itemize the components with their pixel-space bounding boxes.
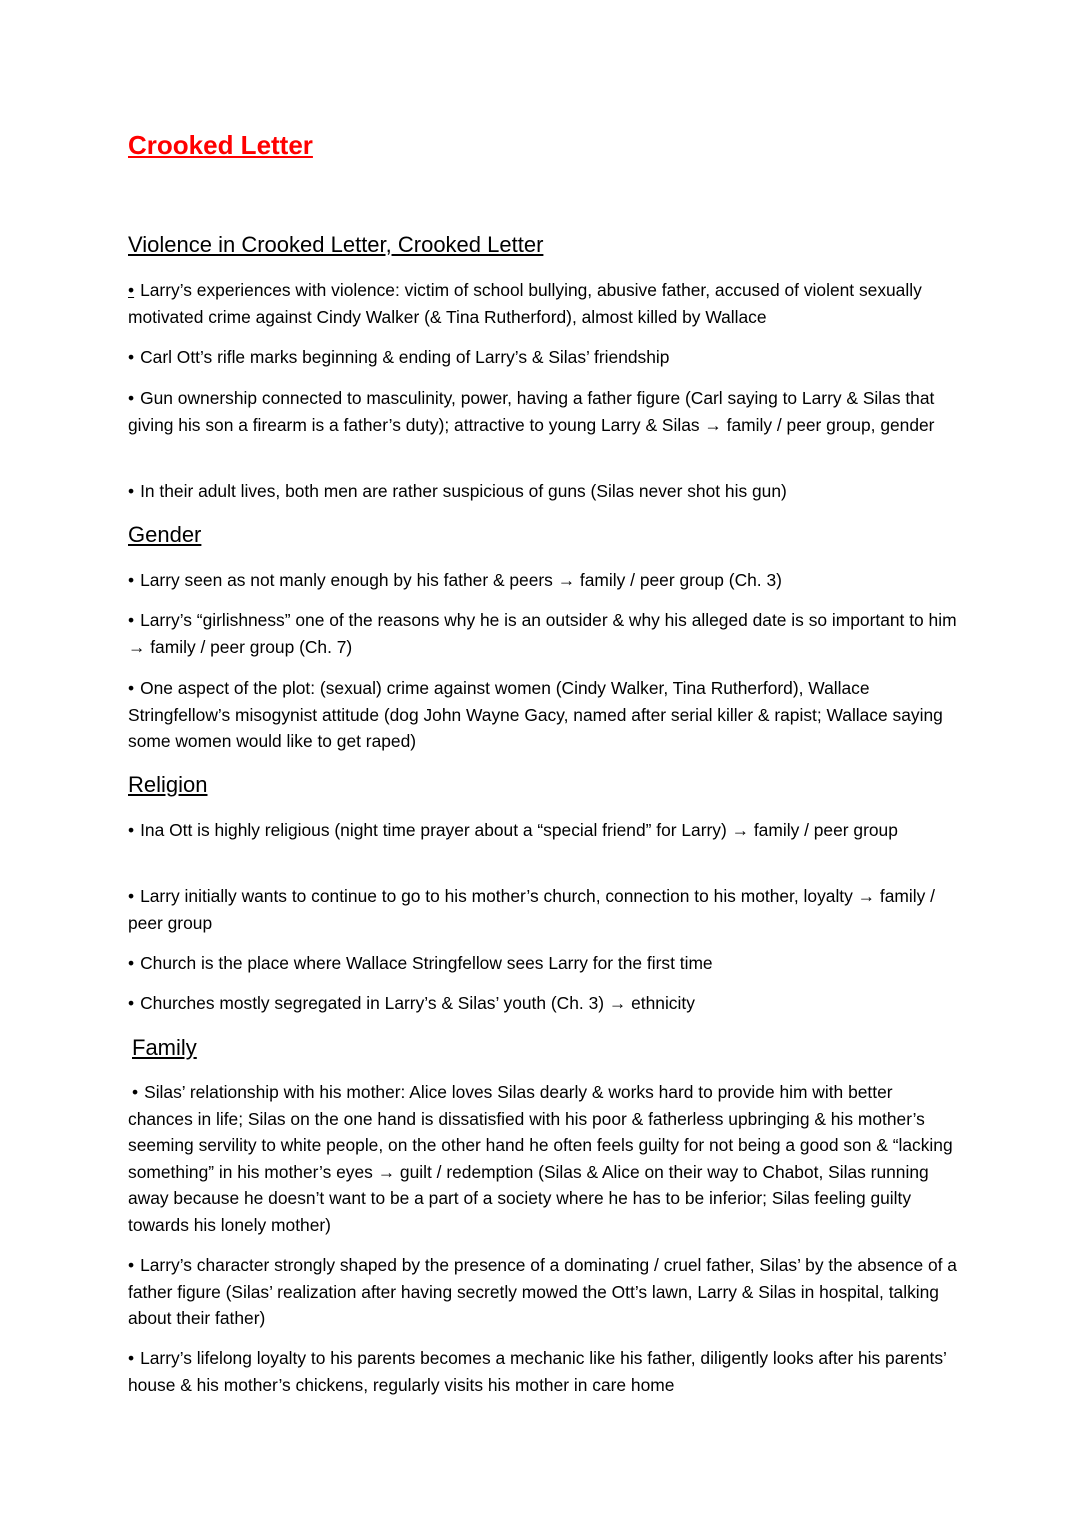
bullet-dot: • — [132, 1082, 139, 1102]
bullet-item — [128, 1345, 958, 1398]
bullet-item — [128, 607, 958, 660]
bullet-item — [128, 817, 958, 844]
bullet-dot: • — [128, 570, 135, 590]
bullet-text: Ina Ott is highly religious (night time prayer about a “special friend” for Larry) → family / peer group — [140, 820, 898, 840]
document-title: Crooked Letter — [128, 130, 313, 160]
bullet-item — [128, 344, 958, 371]
bullet-text: Church is the place where Wallace Stringfellow sees Larry for the first time — [140, 953, 713, 973]
bullet-item — [128, 883, 958, 936]
section-heading-violence: Violence in Crooked Letter, Crooked Letter — [128, 232, 544, 257]
bullet-text: Gun ownership connected to masculinity, power, having a father figure (Carl saying to Larry & Silas that giving his son a firearm is a father’s duty); attractive to young Larry & Silas → family / peer group, gender — [128, 388, 935, 435]
bullet-dot: • — [128, 1255, 135, 1275]
bullet-item — [128, 990, 958, 1017]
bullet-dot: • — [128, 953, 135, 973]
bullet-item — [128, 385, 958, 438]
bullet-text: Churches mostly segregated in Larry’s & Silas’ youth (Ch. 3) → ethnicity — [140, 993, 695, 1013]
bullet-dot: • — [128, 280, 135, 300]
bullet-dot: • — [128, 388, 135, 408]
bullet-dot: • — [128, 347, 135, 367]
section-heading-family: Family — [132, 1035, 197, 1060]
bullet-text: In their adult lives, both men are rather suspicious of guns (Silas never shot his gun) — [140, 481, 787, 501]
bullet-item — [128, 950, 958, 977]
section-heading-gender: Gender — [128, 522, 202, 547]
bullet-item — [128, 675, 958, 755]
bullet-text: Carl Ott’s rifle marks beginning & ending of Larry’s & Silas’ friendship — [140, 347, 670, 367]
bullet-text: One aspect of the plot: (sexual) crime against women (Cindy Walker, Tina Rutherford), Wallace Stringfellow’s misogynist attitude (dog John Wayne Gacy, named after serial killer & rapist; Wallace saying some women would like to get raped) — [128, 678, 943, 751]
bullet-text: Larry’s character strongly shaped by the presence of a dominating / cruel father, Silas’ by the absence of a father figure (Silas’ realization after having secretly mowed the Ott’s lawn, Larry & Silas in hospital, talking about their father) — [128, 1255, 957, 1328]
bullet-dot: • — [128, 678, 135, 698]
bullet-text: Larry’s lifelong loyalty to his parents becomes a mechanic like his father, diligently looks after his parents’ house & his mother’s chickens, regularly visits his mother in care home — [128, 1348, 947, 1395]
bullet-dot: • — [128, 481, 135, 501]
bullet-dot: • — [128, 610, 135, 630]
bullet-dot: • — [128, 1348, 135, 1368]
bullet-dot: • — [128, 886, 135, 906]
bullet-dot: • — [128, 993, 135, 1013]
bullet-text: Larry’s “girlishness” one of the reasons why he is an outsider & why his alleged date is so important to him → family / peer group (Ch. 7) — [128, 610, 957, 657]
bullet-item — [128, 567, 958, 594]
bullet-text: Larry initially wants to continue to go to his mother’s church, connection to his mother, loyalty → family / peer group — [128, 886, 935, 933]
bullet-item — [128, 478, 958, 505]
bullet-text: Larry seen as not manly enough by his father & peers → family / peer group (Ch. 3) — [140, 570, 782, 590]
bullet-dot: • — [128, 820, 135, 840]
bullet-item — [128, 277, 958, 330]
bullet-item — [128, 1252, 958, 1332]
section-heading-religion: Religion — [128, 772, 208, 797]
bullet-item — [128, 1079, 958, 1238]
bullet-text: Larry’s experiences with violence: victim of school bullying, abusive father, accused of violent sexually motivated crime against Cindy Walker (& Tina Rutherford), almost killed by Wallace — [128, 280, 922, 327]
bullet-text: Silas’ relationship with his mother: Alice loves Silas dearly & works hard to provide him with better chances in life; Silas on the one hand is dissatisfied with his poor & fatherless upbringing & his mother’s seeming servility to white people, on the other hand he often feels guilty for not being a good son & “lacking something” in his mother’s eyes → guilt / redemption (Silas & Alice on their way to Chabot, Silas running away because he doesn’t want to be a part of a society where he has to be inferior; Silas feeling guilty towards his lonely mother) — [128, 1082, 953, 1235]
